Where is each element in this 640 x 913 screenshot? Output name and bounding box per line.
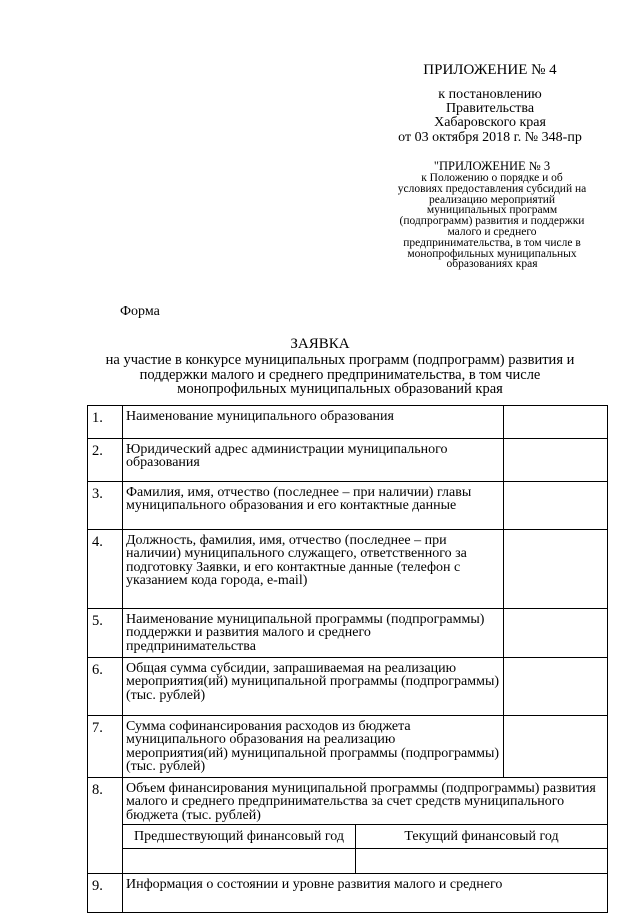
- appendix3-line: монопрофильных муниципальных: [407, 247, 577, 260]
- approval-line: к постановлению: [438, 87, 542, 102]
- appendix3-line: малого и среднего: [447, 225, 537, 238]
- row-number: 1.: [88, 406, 123, 439]
- previous-year-value[interactable]: [123, 849, 356, 874]
- appendix3-line: предпринимательства, в том числе в: [403, 236, 581, 249]
- row-label: Объем финансирования муниципальной программы (подпрограммы) развития малого и среднего предпринимательства за счет средств муниципального бюджета (тыс. рублей): [126, 781, 596, 823]
- appendix3-line: условиях предоставления субсидий на: [397, 182, 587, 195]
- appendix3-block: [376, 160, 608, 270]
- appendix3-line: реализацию мероприятий: [428, 193, 556, 206]
- row-value-cell[interactable]: [504, 482, 608, 530]
- row-number: 3.: [88, 482, 123, 530]
- row-number: 4.: [88, 530, 123, 609]
- row-number: 7.: [88, 716, 123, 778]
- row-value-cell[interactable]: [504, 658, 608, 716]
- table-row: [88, 482, 608, 530]
- row-value-cell[interactable]: [504, 439, 608, 482]
- table-row: [88, 609, 608, 658]
- row-number: 9.: [88, 874, 123, 913]
- row-value-cell[interactable]: [504, 716, 608, 778]
- table-row: [88, 530, 608, 609]
- appendix3-line: муниципальных программ: [426, 204, 558, 217]
- row-label: Наименование муниципальной программы (подпрограммы) поддержки и развития малого и среднего предпринимательства: [123, 609, 504, 658]
- row-value-cell[interactable]: [504, 406, 608, 439]
- current-year-value[interactable]: [356, 849, 608, 874]
- approval-date: от 03 октября 2018 г. № 348-пр: [398, 130, 582, 145]
- row-value-cell[interactable]: [504, 530, 608, 609]
- appendix3-line: образованиях края: [446, 258, 538, 271]
- financing-subtable: [123, 824, 607, 873]
- subtitle-line: монопрофильных муниципальных образований края: [177, 381, 503, 397]
- document-subtitle: [80, 353, 600, 397]
- approval-lines: [370, 88, 610, 130]
- table-row: [88, 778, 608, 874]
- document-title: ЗАЯВКА: [290, 336, 350, 352]
- table-row: [88, 439, 608, 482]
- current-year-header: Текущий финансовый год: [356, 825, 608, 849]
- row-label: Фамилия, имя, отчество (последнее – при наличии) главы муниципального образования и его контактные данные: [123, 482, 504, 530]
- row-label: Наименование муниципального образования: [123, 406, 504, 439]
- appendix3-line: к Положению о порядке и об: [421, 172, 563, 184]
- previous-year-header: Предшествующий финансовый год: [123, 825, 356, 849]
- row-label: Общая сумма субсидии, запрашиваемая на реализацию мероприятия(ий) муниципальной программы (подпрограммы) (тыс. рублей): [123, 658, 504, 716]
- row-label: Юридический адрес администрации муниципального образования: [123, 439, 504, 482]
- table-row: [88, 658, 608, 716]
- appendix3-line: (подпрограмм) развития и поддержки: [399, 215, 585, 228]
- row-label: Должность, фамилия, имя, отчество (последнее – при наличии) муниципального служащего, ответственного за подготовку Заявки, и его контактные данные (телефон с указанием кода города, e-mail): [123, 530, 504, 609]
- financing-cell: [123, 778, 608, 874]
- appendix3-line: "ПРИЛОЖЕНИЕ № 3: [433, 159, 551, 173]
- row-value-cell[interactable]: [504, 609, 608, 658]
- approval-line: Хабаровского края: [434, 115, 546, 130]
- table-row: [88, 874, 608, 913]
- row-number: 6.: [88, 658, 123, 716]
- form-label: Форма: [120, 304, 160, 319]
- table-row: [88, 406, 608, 439]
- approval-line: Правительства: [445, 101, 535, 116]
- row-label: Информация о состоянии и уровне развития малого и среднего: [123, 874, 608, 913]
- row-number: 8.: [88, 778, 123, 874]
- application-table: [87, 405, 608, 913]
- subtitle-line: на участие в конкурсе муниципальных программ (подпрограмм) развития и: [105, 352, 575, 368]
- appendix-title: ПРИЛОЖЕНИЕ № 4: [423, 62, 557, 78]
- table-row: [88, 716, 608, 778]
- row-number: 5.: [88, 609, 123, 658]
- row-number: 2.: [88, 439, 123, 482]
- row-label: Сумма софинансирования расходов из бюджета муниципального образования на реализацию мероприятия(ий) муниципальной программы (подпрограммы) (тыс. рублей): [123, 716, 504, 778]
- subtitle-line: поддержки малого и среднего предпринимательства, в том числе: [139, 366, 541, 383]
